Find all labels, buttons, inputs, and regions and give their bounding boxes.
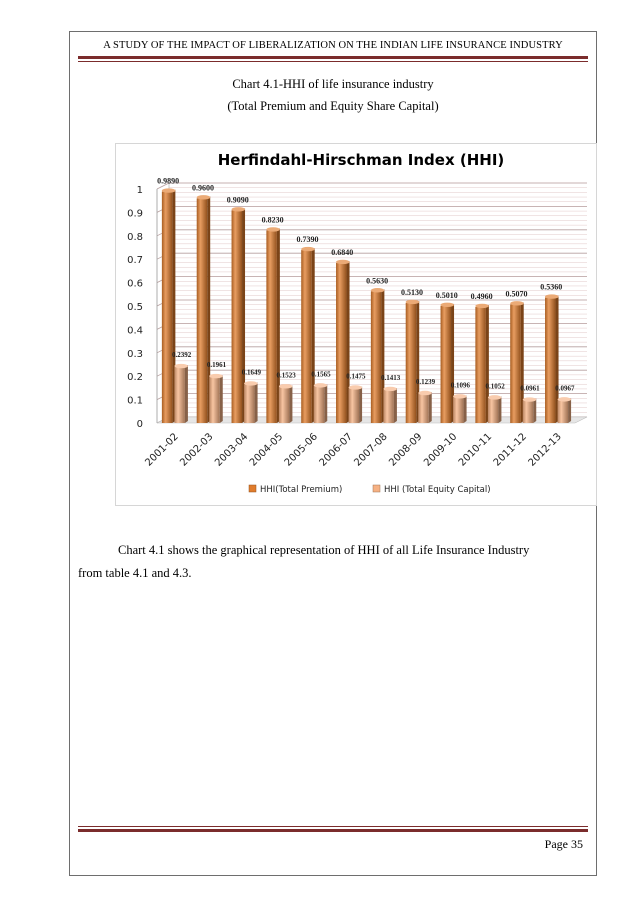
premium-data-label: 0.5360 <box>540 282 563 292</box>
equity-data-label: 0.1413 <box>381 373 401 382</box>
bar-0 <box>406 303 417 423</box>
bar-1 <box>174 367 185 423</box>
hhi-chart <box>115 143 597 506</box>
bar-top-0 <box>371 288 385 292</box>
bar-0 <box>162 192 173 423</box>
chart-caption-line2: (Total Premium and Equity Share Capital) <box>227 99 439 113</box>
bar-0 <box>197 198 208 423</box>
bar-top-1 <box>244 381 257 385</box>
y-tick-label: 0.9 <box>127 208 143 220</box>
bar-side-1 <box>220 375 223 423</box>
premium-data-label: 0.7390 <box>296 235 319 245</box>
bar-side-1 <box>359 386 362 423</box>
bar-side-1 <box>394 388 397 423</box>
bar-top-0 <box>336 260 350 264</box>
bar-side-1 <box>324 384 327 423</box>
bar-0 <box>301 250 312 423</box>
bar-top-1 <box>558 397 572 401</box>
legend-label-1: HHI (Total Equity Capital) <box>384 485 491 495</box>
bar-1 <box>523 401 534 423</box>
bar-top-0 <box>162 188 176 192</box>
body-text-line2: from table 4.1 and 4.3. <box>78 566 192 580</box>
bar-0 <box>510 304 520 423</box>
bar-0 <box>475 307 486 423</box>
bar-1 <box>349 388 360 423</box>
legend-swatch-0 <box>249 485 256 492</box>
premium-data-label: 0.8230 <box>261 215 284 225</box>
bar-side-1 <box>255 382 258 423</box>
x-category-label: 2005-06 <box>282 431 321 469</box>
bar-1 <box>209 377 220 423</box>
bar-top-1 <box>314 383 328 387</box>
premium-data-label: 0.5010 <box>435 290 458 300</box>
header-rule-thin <box>78 61 588 62</box>
x-category-label: 2010-11 <box>456 431 495 469</box>
equity-data-label: 0.2392 <box>172 351 192 360</box>
bar-top-0 <box>406 300 420 304</box>
bar-1 <box>244 384 255 423</box>
bar-side-1 <box>568 398 571 423</box>
page-number: Page 35 <box>544 837 583 851</box>
bar-top-0 <box>266 227 280 231</box>
bar-0 <box>232 210 243 423</box>
bar-top-1 <box>349 385 363 389</box>
x-category-label: 2008-09 <box>387 431 425 469</box>
x-category-label: 2002-03 <box>178 431 216 469</box>
bar-0 <box>371 291 382 423</box>
x-category-label: 2009-10 <box>422 431 460 469</box>
y-tick-label: 0.5 <box>127 302 143 313</box>
bar-0 <box>441 306 452 423</box>
equity-data-label: 0.1523 <box>276 371 296 380</box>
premium-data-label: 0.6840 <box>331 247 354 257</box>
x-category-label: 2004-05 <box>247 431 286 469</box>
y-tick-label: 0.3 <box>127 348 143 360</box>
bar-side-1 <box>429 392 432 423</box>
equity-data-label: 0.0961 <box>520 384 540 393</box>
bar-1 <box>453 397 464 423</box>
bar-top-1 <box>523 397 537 401</box>
equity-data-label: 0.1052 <box>485 382 505 391</box>
bar-top-1 <box>453 394 467 398</box>
body-text-line1: Chart 4.1 shows the graphical representation of HHI of all Life Insurance Industry <box>118 543 530 557</box>
y-tick-label: 0.4 <box>127 325 143 337</box>
running-header: A STUDY OF THE IMPACT OF LIBERALIZATION ON THE INDIAN LIFE INSURANCE INDUSTRY <box>103 40 563 51</box>
bar-1 <box>488 398 499 423</box>
bar-top-0 <box>475 304 489 308</box>
bar-top-1 <box>488 395 502 399</box>
equity-data-label: 0.1649 <box>241 368 261 377</box>
bar-side-1 <box>498 396 501 423</box>
bar-top-1 <box>418 391 432 395</box>
bar-0 <box>545 298 556 423</box>
bar-top-0 <box>545 294 559 298</box>
header-rule-thick <box>78 56 588 59</box>
equity-data-label: 0.0967 <box>555 384 575 393</box>
legend-swatch-1 <box>373 485 380 492</box>
y-tick-label: 0.6 <box>127 278 143 290</box>
y-tick-label: 0.7 <box>127 255 143 267</box>
bar-1 <box>418 394 429 423</box>
premium-data-label: 0.9090 <box>226 195 249 205</box>
bar-side-1 <box>185 365 188 423</box>
premium-data-label: 0.9890 <box>157 176 180 186</box>
bar-side-1 <box>533 399 536 423</box>
bar-1 <box>383 390 394 423</box>
premium-data-label: 0.5070 <box>505 289 528 299</box>
bar-1 <box>558 400 569 423</box>
bar-top-1 <box>209 374 223 378</box>
chart-caption-line1: Chart 4.1-HHI of life insurance industry <box>232 77 434 91</box>
bar-top-1 <box>279 384 293 388</box>
equity-data-label: 0.1565 <box>311 370 331 379</box>
x-category-label: 2007-08 <box>352 431 390 469</box>
x-category-label: 2011-12 <box>491 431 530 469</box>
bar-top-1 <box>383 387 397 391</box>
y-tick-label: 0.2 <box>127 372 143 384</box>
footer-rule-thick <box>78 829 588 832</box>
footer-rule-thin <box>78 826 588 827</box>
equity-data-label: 0.1096 <box>450 381 470 390</box>
bar-top-0 <box>197 195 211 199</box>
premium-data-label: 0.9600 <box>191 183 214 193</box>
bar-top-0 <box>441 303 455 307</box>
equity-data-label: 0.1239 <box>415 378 436 387</box>
bar-top-0 <box>510 301 523 305</box>
bar-top-0 <box>301 247 315 251</box>
y-tick-label: 0.1 <box>127 395 143 407</box>
y-tick-label: 0.8 <box>127 231 143 243</box>
premium-data-label: 0.4960 <box>470 291 493 301</box>
premium-data-label: 0.5630 <box>366 276 389 286</box>
bar-side-1 <box>464 395 467 423</box>
bar-side-1 <box>289 385 292 423</box>
bar-top-0 <box>232 207 246 211</box>
bar-1 <box>314 386 325 423</box>
bar-1 <box>279 387 290 423</box>
premium-data-label: 0.5130 <box>400 287 423 297</box>
y-tick-label: 0 <box>136 419 143 430</box>
bar-0 <box>336 263 347 423</box>
bar-top-1 <box>174 364 188 368</box>
legend-label-0: HHI(Total Premium) <box>260 485 343 495</box>
bar-0 <box>266 230 277 423</box>
chart-title: Herfindahl-Hirschman Index (HHI) <box>217 151 505 169</box>
x-category-label: 2006-07 <box>317 431 355 469</box>
equity-data-label: 0.1475 <box>346 372 366 381</box>
x-category-label: 2012-13 <box>526 431 564 469</box>
x-category-label: 2003-04 <box>213 431 251 469</box>
x-category-label: 2001-02 <box>143 431 181 469</box>
equity-data-label: 0.1961 <box>206 361 227 370</box>
y-tick-label: 1 <box>136 185 143 196</box>
